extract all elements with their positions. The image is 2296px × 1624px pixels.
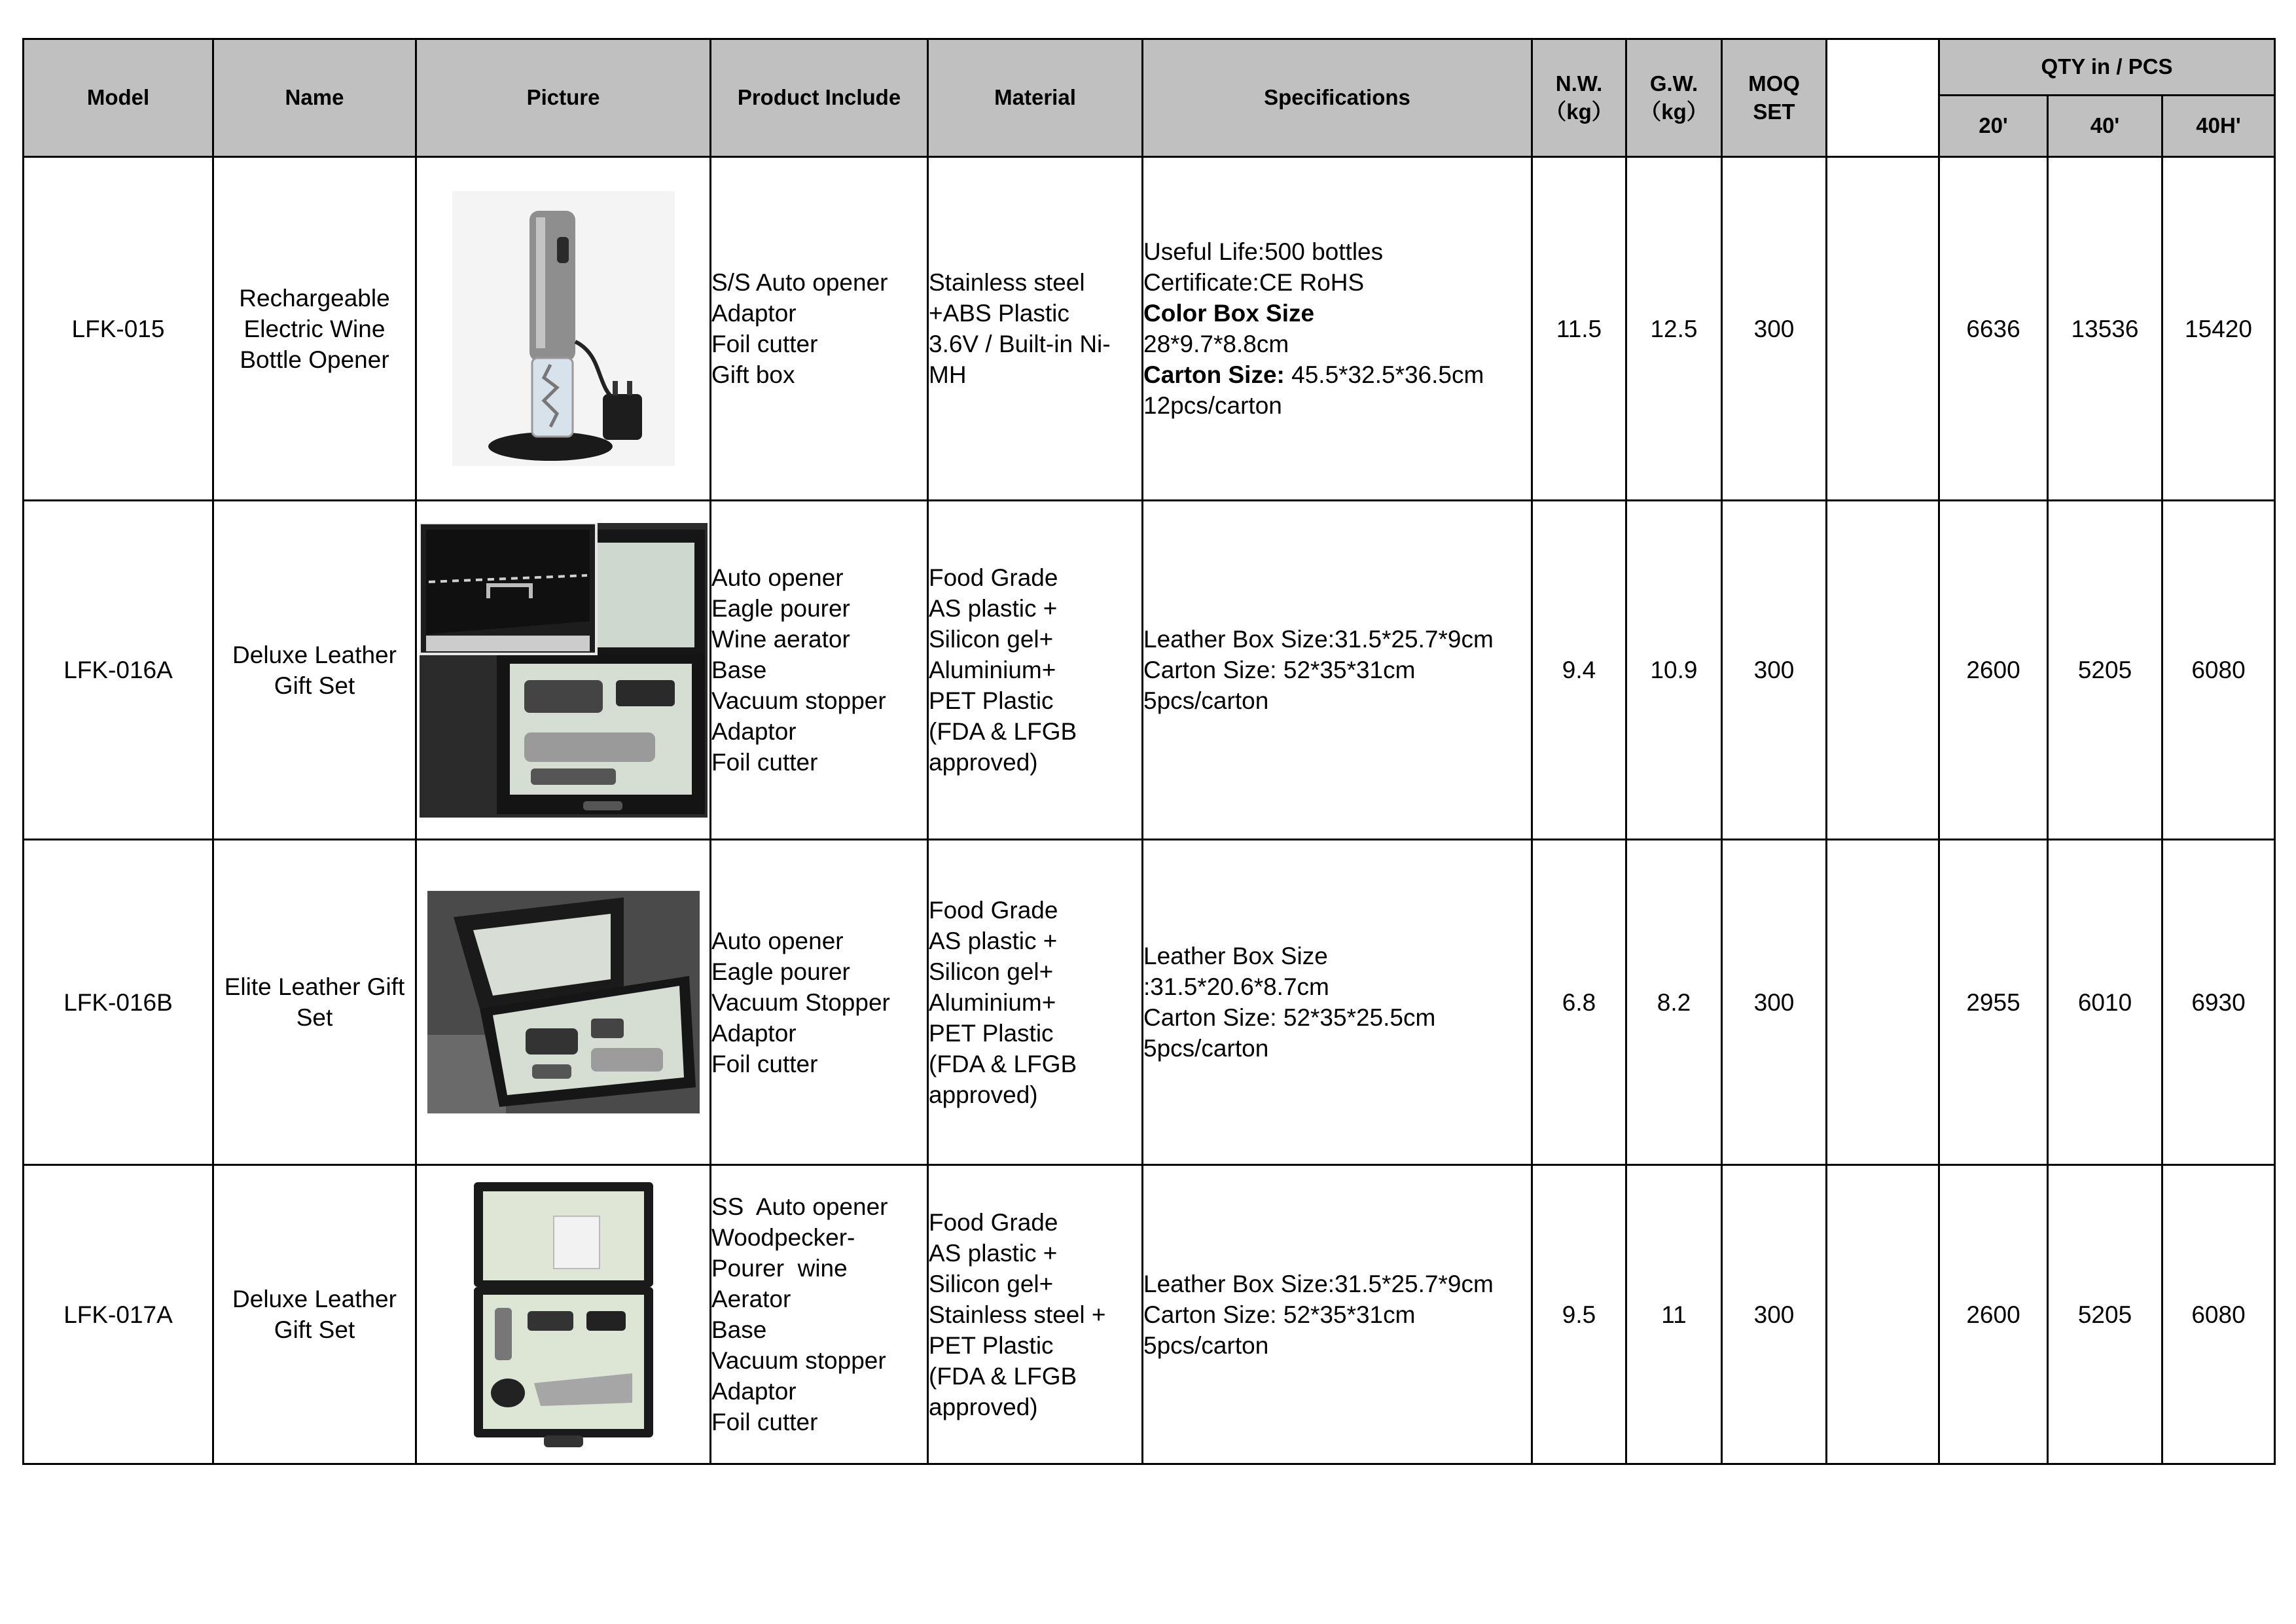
specifications-cell (1143, 501, 1532, 840)
include-item: S/S Auto opener (711, 269, 888, 296)
material-line: Food Grade (929, 896, 1058, 924)
spec-line: :31.5*20.6*8.7cm (1143, 973, 1329, 1000)
nw-cell: 6.8 (1532, 840, 1626, 1165)
include-item: Base (711, 657, 767, 683)
header-qty-20: 20' (1939, 96, 2048, 157)
include-item: Gift box (711, 361, 795, 388)
include-item: Vacuum stopper (711, 1347, 886, 1374)
qty-20-cell: 2955 (1939, 840, 2048, 1165)
electric-wine-opener-icon (452, 191, 675, 466)
material-line: (FDA & LFGB (929, 1050, 1077, 1077)
qty-40-cell: 6010 (2048, 840, 2162, 1165)
material-line: Aluminium+ (929, 657, 1056, 683)
qty-40-cell: 13536 (2048, 157, 2162, 501)
header-model: Model (24, 39, 213, 157)
moq-cell: 300 (1722, 157, 1827, 501)
material-line: Silicon gel+ (929, 626, 1054, 653)
include-item: Wine aerator (711, 626, 850, 653)
header-gw (1626, 39, 1722, 157)
name-line: Electric Wine (243, 315, 386, 342)
include-item: Adaptor (711, 718, 797, 745)
spec-line: 5pcs/carton (1143, 1331, 1269, 1359)
material-line: PET Plastic (929, 687, 1054, 714)
nw-cell: 11.5 (1532, 157, 1626, 501)
material-cell (928, 840, 1143, 1165)
material-line: Stainless steel (929, 269, 1085, 296)
product-include-cell (711, 501, 928, 840)
material-cell (928, 157, 1143, 501)
include-item: Adaptor (711, 1019, 797, 1047)
moq-cell: 300 (1722, 1165, 1827, 1464)
blank-cell (1827, 840, 1939, 1165)
table-row (24, 1165, 2275, 1464)
qty-40h-cell: 6080 (2162, 501, 2275, 840)
leather-gift-case-icon (420, 523, 708, 818)
model-cell: LFK-016A (24, 501, 213, 840)
header-nw-line2: （kg） (1545, 99, 1613, 124)
material-line: +ABS Plastic (929, 300, 1069, 327)
header-material: Material (928, 39, 1143, 157)
include-item: Eagle pourer (711, 958, 850, 985)
product-spec-table (22, 38, 2276, 1465)
picture-cell (416, 157, 711, 501)
header-qty: QTY in / PCS (1939, 39, 2275, 96)
name-line: Elite Leather Gift (224, 973, 405, 1000)
specifications-cell (1143, 1165, 1532, 1464)
spec-line: 5pcs/carton (1143, 687, 1269, 714)
include-item: Auto opener (711, 564, 844, 591)
material-line: Food Grade (929, 564, 1058, 591)
material-line: 3.6V / Built-in Ni- (929, 331, 1111, 357)
gw-cell: 10.9 (1626, 501, 1722, 840)
spec-value: 45.5*32.5*36.5cm (1284, 361, 1484, 388)
header-gw-line2: （kg） (1640, 99, 1708, 124)
name-line: Gift Set (274, 1316, 355, 1343)
material-line: Food Grade (929, 1208, 1058, 1236)
name-line: Bottle Opener (240, 346, 389, 373)
product-include-cell (711, 1165, 928, 1464)
include-item: Adaptor (711, 1378, 797, 1405)
gw-cell: 12.5 (1626, 157, 1722, 501)
header-qty-40: 40' (2048, 96, 2162, 157)
material-line: Silicon gel+ (929, 1270, 1054, 1297)
include-item: Foil cutter (711, 1050, 818, 1077)
header-nw-line1: N.W. (1555, 71, 1603, 96)
header-qty-40h: 40H' (2162, 96, 2275, 157)
name-line: Deluxe Leather (232, 1286, 397, 1312)
material-line: AS plastic + (929, 1239, 1058, 1267)
include-item: Adaptor (711, 300, 797, 327)
spec-line: 12pcs/carton (1143, 392, 1282, 419)
spec-line: Leather Box Size:31.5*25.7*9cm (1143, 626, 1494, 653)
qty-20-cell: 2600 (1939, 1165, 2048, 1464)
picture-cell (416, 1165, 711, 1464)
include-item: Base (711, 1316, 767, 1343)
spec-line: Useful Life:500 bottles (1143, 238, 1384, 265)
picture-cell (416, 840, 711, 1165)
product-include-cell (711, 840, 928, 1165)
material-line: Silicon gel+ (929, 958, 1054, 985)
material-cell (928, 501, 1143, 840)
moq-cell: 300 (1722, 840, 1827, 1165)
qty-40-cell: 5205 (2048, 501, 2162, 840)
spec-line: Leather Box Size (1143, 943, 1328, 969)
open-leather-case-icon (469, 1177, 658, 1452)
spec-line: Carton Size: 52*35*25.5cm (1143, 1004, 1436, 1031)
model-cell: LFK-016B (24, 840, 213, 1165)
spec-line: 5pcs/carton (1143, 1035, 1269, 1062)
table-row (24, 157, 2275, 501)
open-gift-box-icon (427, 891, 700, 1113)
model-cell: LFK-015 (24, 157, 213, 501)
spec-label: Carton Size: (1143, 361, 1285, 388)
name-cell (213, 157, 416, 501)
material-line: MH (929, 361, 967, 388)
qty-20-cell: 2600 (1939, 501, 2048, 840)
material-cell (928, 1165, 1143, 1464)
material-line: AS plastic + (929, 595, 1058, 622)
name-line: Deluxe Leather (232, 641, 397, 668)
include-item: Vacuum stopper (711, 687, 886, 714)
material-line: (FDA & LFGB (929, 718, 1077, 745)
header-name: Name (213, 39, 416, 157)
material-line: AS plastic + (929, 927, 1058, 954)
name-line: Set (296, 1004, 333, 1031)
gw-cell: 11 (1626, 1165, 1722, 1464)
header-moq-line2: SET (1753, 99, 1795, 124)
table-row (24, 501, 2275, 840)
name-cell (213, 1165, 416, 1464)
name-line: Gift Set (274, 672, 355, 699)
specifications-cell (1143, 840, 1532, 1165)
blank-cell (1827, 157, 1939, 501)
spec-line: Carton Size: 52*35*31cm (1143, 1301, 1416, 1328)
model-cell: LFK-017A (24, 1165, 213, 1464)
include-item: Foil cutter (711, 1409, 818, 1435)
moq-cell: 300 (1722, 501, 1827, 840)
include-item: Auto opener (711, 927, 844, 954)
material-line: PET Plastic (929, 1331, 1054, 1359)
name-cell (213, 501, 416, 840)
material-line: approved) (929, 1081, 1038, 1108)
spec-line: Carton Size: 52*35*31cm (1143, 657, 1416, 683)
header-blank (1827, 39, 1939, 157)
product-include-cell (711, 157, 928, 501)
spec-line: Certificate:CE RoHS (1143, 269, 1365, 296)
qty-40h-cell: 6080 (2162, 1165, 2275, 1464)
include-item: Foil cutter (711, 749, 818, 776)
table-row (24, 840, 2275, 1165)
blank-cell (1827, 1165, 1939, 1464)
nw-cell: 9.4 (1532, 501, 1626, 840)
qty-40h-cell: 15420 (2162, 157, 2275, 501)
blank-cell (1827, 501, 1939, 840)
picture-cell (416, 501, 711, 840)
material-line: approved) (929, 1393, 1038, 1420)
qty-20-cell: 6636 (1939, 157, 2048, 501)
include-item: SS Auto opener (711, 1193, 888, 1220)
material-line: approved) (929, 749, 1038, 776)
include-item: Woodpecker- (711, 1224, 855, 1251)
material-line: (FDA & LFGB (929, 1362, 1077, 1390)
header-product-include: Product Include (711, 39, 928, 157)
nw-cell: 9.5 (1532, 1165, 1626, 1464)
spec-line: Leather Box Size:31.5*25.7*9cm (1143, 1270, 1494, 1297)
header-nw (1532, 39, 1626, 157)
header-moq (1722, 39, 1827, 157)
include-item: Aerator (711, 1286, 791, 1312)
header-picture: Picture (416, 39, 711, 157)
qty-40-cell: 5205 (2048, 1165, 2162, 1464)
include-item: Vacuum Stopper (711, 988, 890, 1016)
material-line: Stainless steel + (929, 1301, 1106, 1328)
material-line: Aluminium+ (929, 988, 1056, 1016)
spec-label: Color Box Size (1143, 300, 1315, 327)
include-item: Eagle pourer (711, 595, 850, 622)
name-line: Rechargeable (239, 284, 390, 312)
header-gw-line1: G.W. (1649, 71, 1698, 96)
name-cell (213, 840, 416, 1165)
material-line: PET Plastic (929, 1019, 1054, 1047)
qty-40h-cell: 6930 (2162, 840, 2275, 1165)
gw-cell: 8.2 (1626, 840, 1722, 1165)
include-item: Pourer wine (711, 1255, 848, 1282)
specifications-cell (1143, 157, 1532, 501)
spec-line: 28*9.7*8.8cm (1143, 331, 1289, 357)
header-moq-line1: MOQ (1748, 71, 1800, 96)
header-specifications: Specifications (1143, 39, 1532, 157)
include-item: Foil cutter (711, 331, 818, 357)
